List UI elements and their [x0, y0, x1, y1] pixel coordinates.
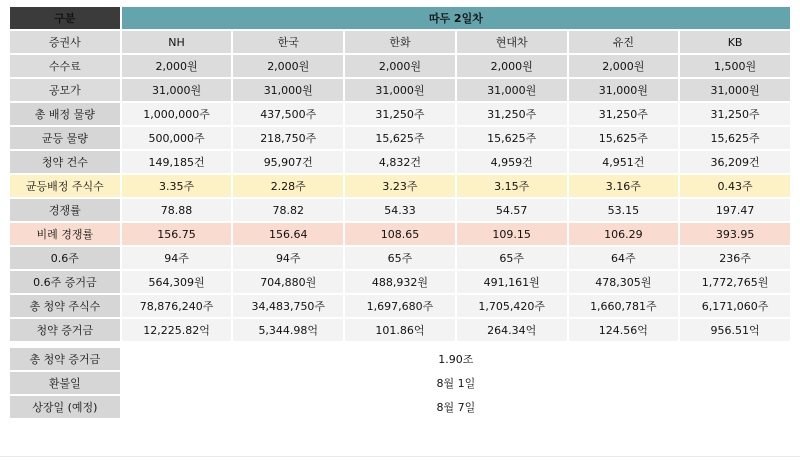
table-cell: 149,185건	[121, 150, 233, 174]
table-cell: 488,932원	[344, 270, 456, 294]
table-cell: 1,697,680주	[344, 294, 456, 318]
summary-value: 8월 7일	[121, 395, 791, 419]
ipo-subscription-table	[8, 5, 792, 420]
table-cell: 2,000원	[121, 54, 233, 78]
summary-label: 총 청약 증거금	[9, 347, 121, 371]
table-cell: 94주	[232, 246, 344, 270]
table-cell: 6,171,060주	[679, 294, 791, 318]
header-label: 구분	[9, 6, 121, 30]
table-cell: 101.86억	[344, 318, 456, 342]
table-cell: 31,250주	[568, 102, 680, 126]
table-cell: 1,705,420주	[456, 294, 568, 318]
table-cell: 1,000,000주	[121, 102, 233, 126]
table-cell: 4,832건	[344, 150, 456, 174]
table-cell: 156.75	[121, 222, 233, 246]
table-cell: 65주	[344, 246, 456, 270]
table-cell: 15,625주	[568, 126, 680, 150]
row-label: 균등배정 주식수	[9, 174, 121, 198]
row-label: 공모가	[9, 78, 121, 102]
table-cell: 264.34억	[456, 318, 568, 342]
table-cell: 956.51억	[679, 318, 791, 342]
table-cell: 156.64	[232, 222, 344, 246]
table-cell: 491,161원	[456, 270, 568, 294]
table-cell: 106.29	[568, 222, 680, 246]
table-cell: 31,250주	[344, 102, 456, 126]
table-cell: 3.35주	[121, 174, 233, 198]
row-label: 0.6주	[9, 246, 121, 270]
table-row	[9, 246, 791, 270]
table-cell: 500,000주	[121, 126, 233, 150]
table-cell: 478,305원	[568, 270, 680, 294]
table-cell: 31,250주	[456, 102, 568, 126]
table-cell: 한국	[232, 30, 344, 54]
header-title: 따두 2일차	[121, 6, 791, 30]
table-cell: 94주	[121, 246, 233, 270]
summary-label: 상장일 (예정)	[9, 395, 121, 419]
table-row	[9, 270, 791, 294]
table-cell: 2,000원	[344, 54, 456, 78]
table-cell: 197.47	[679, 198, 791, 222]
table-row	[9, 222, 791, 246]
table-cell: 564,309원	[121, 270, 233, 294]
table-row	[9, 30, 791, 54]
row-label: 비례 경쟁률	[9, 222, 121, 246]
ipo-subscription-table-container	[8, 5, 792, 420]
table-cell: 2,000원	[456, 54, 568, 78]
table-cell: 2,000원	[232, 54, 344, 78]
table-cell: 54.57	[456, 198, 568, 222]
table-cell: 1,660,781주	[568, 294, 680, 318]
table-row	[9, 102, 791, 126]
summary-row	[9, 371, 791, 395]
table-cell: NH	[121, 30, 233, 54]
table-cell: 12,225.82억	[121, 318, 233, 342]
header-row	[9, 6, 791, 30]
table-cell: 31,000원	[456, 78, 568, 102]
table-cell: 2.28주	[232, 174, 344, 198]
table-cell: 현대차	[456, 30, 568, 54]
table-cell: 유진	[568, 30, 680, 54]
table-cell: KB	[679, 30, 791, 54]
table-cell: 124.56억	[568, 318, 680, 342]
table-cell: 15,625주	[344, 126, 456, 150]
table-cell: 393.95	[679, 222, 791, 246]
table-cell: 437,500주	[232, 102, 344, 126]
table-cell: 3.16주	[568, 174, 680, 198]
table-cell: 15,625주	[456, 126, 568, 150]
table-row	[9, 78, 791, 102]
table-row	[9, 174, 791, 198]
table-cell: 4,951건	[568, 150, 680, 174]
table-cell: 31,000원	[679, 78, 791, 102]
table-cell: 한화	[344, 30, 456, 54]
row-label: 총 배정 물량	[9, 102, 121, 126]
summary-value: 1.90조	[121, 347, 791, 371]
row-label: 경쟁률	[9, 198, 121, 222]
summary-row	[9, 347, 791, 371]
row-label: 수수료	[9, 54, 121, 78]
table-cell: 78.82	[232, 198, 344, 222]
row-label: 0.6주 증거금	[9, 270, 121, 294]
table-cell: 2,000원	[568, 54, 680, 78]
table-cell: 3.23주	[344, 174, 456, 198]
table-cell: 108.65	[344, 222, 456, 246]
bottom-rule	[0, 456, 800, 457]
table-row	[9, 54, 791, 78]
table-cell: 34,483,750주	[232, 294, 344, 318]
table-cell: 64주	[568, 246, 680, 270]
table-cell: 36,209건	[679, 150, 791, 174]
table-cell: 95,907건	[232, 150, 344, 174]
row-label: 청약 건수	[9, 150, 121, 174]
summary-row	[9, 395, 791, 419]
table-cell: 218,750주	[232, 126, 344, 150]
table-row	[9, 198, 791, 222]
table-cell: 54.33	[344, 198, 456, 222]
table-cell: 236주	[679, 246, 791, 270]
table-cell: 31,000원	[121, 78, 233, 102]
table-cell: 3.15주	[456, 174, 568, 198]
row-label: 균등 물량	[9, 126, 121, 150]
table-cell: 15,625주	[679, 126, 791, 150]
table-cell: 109.15	[456, 222, 568, 246]
table-cell: 78.88	[121, 198, 233, 222]
table-cell: 78,876,240주	[121, 294, 233, 318]
row-label: 증권사	[9, 30, 121, 54]
table-cell: 31,250주	[679, 102, 791, 126]
table-cell: 31,000원	[568, 78, 680, 102]
table-cell: 65주	[456, 246, 568, 270]
table-row	[9, 318, 791, 342]
table-cell: 1,500원	[679, 54, 791, 78]
table-row	[9, 294, 791, 318]
table-cell: 5,344.98억	[232, 318, 344, 342]
row-label: 총 청약 주식수	[9, 294, 121, 318]
summary-label: 환불일	[9, 371, 121, 395]
table-cell: 704,880원	[232, 270, 344, 294]
table-row	[9, 150, 791, 174]
summary-value: 8월 1일	[121, 371, 791, 395]
table-row	[9, 126, 791, 150]
table-cell: 31,000원	[344, 78, 456, 102]
row-label: 청약 증거금	[9, 318, 121, 342]
table-cell: 31,000원	[232, 78, 344, 102]
table-cell: 53.15	[568, 198, 680, 222]
table-cell: 1,772,765원	[679, 270, 791, 294]
table-cell: 0.43주	[679, 174, 791, 198]
table-cell: 4,959건	[456, 150, 568, 174]
